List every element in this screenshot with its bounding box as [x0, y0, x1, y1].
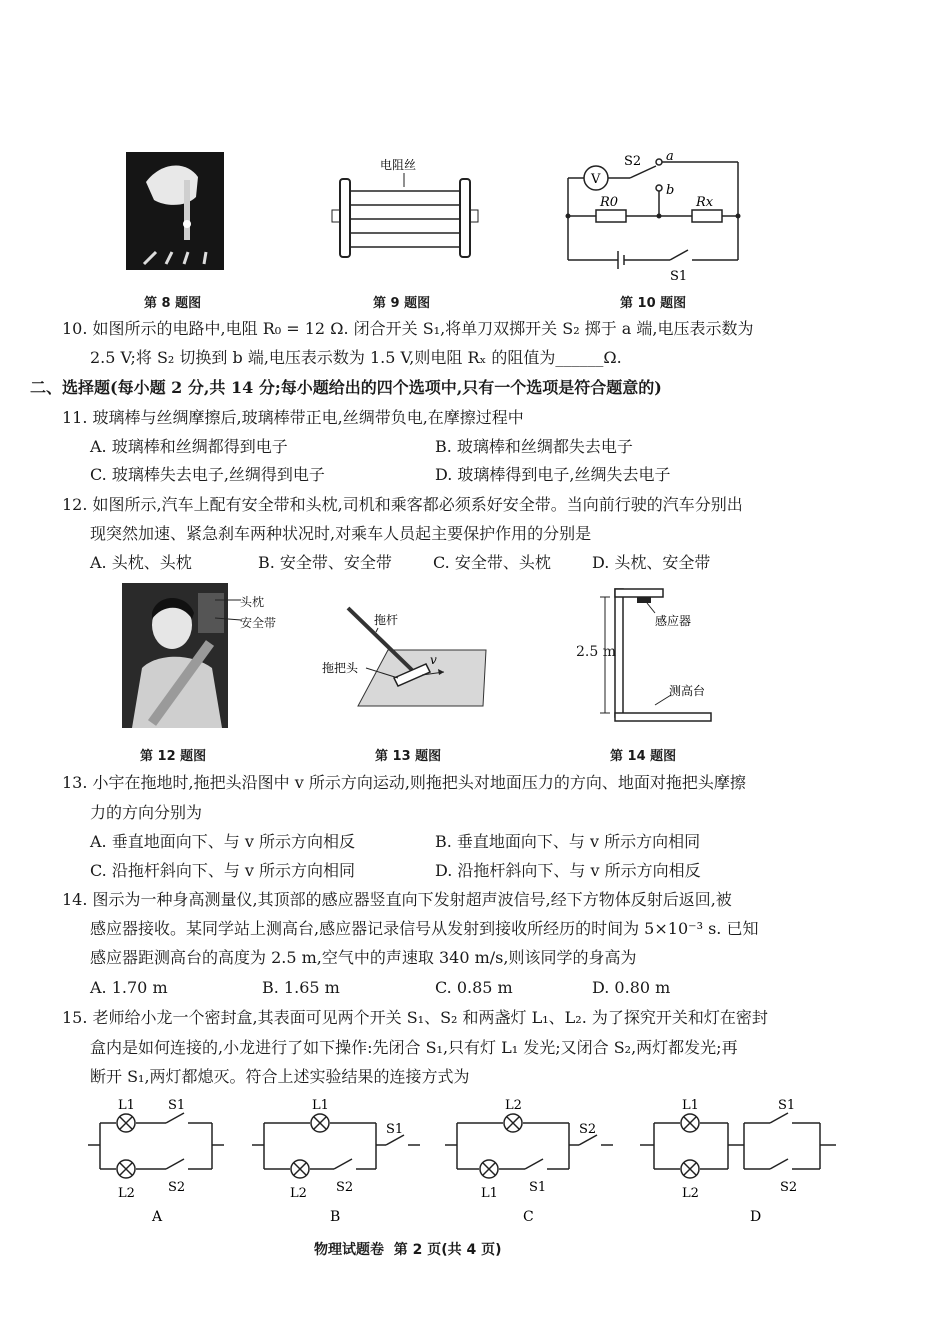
fig13-caption: 第 13 题图 — [375, 749, 442, 764]
q14-line1: 14. 图示为一种身高测量仪,其顶部的感应器竖直向下发射超声波信号,经下方物体反射后返回,被 — [62, 890, 732, 909]
svg-text:C: C — [523, 1209, 534, 1225]
circuit-a — [88, 1095, 228, 1225]
q10-line1: 10. 如图所示的电路中,电阻 R₀ = 12 Ω. 闭合开关 S₁,将单刀双掷开关 S₂ 掷于 a 端,电压表示数为 — [62, 319, 754, 338]
q12-line2: 现突然加速、紧急刹车两种状况时,对乘车人员起主要保护作用的分别是 — [90, 524, 592, 543]
q15-line1: 15. 老师给小龙一个密封盒,其表面可见两个开关 S₁、S₂ 和两盏灯 L₁、L₂. 为了探究开关和灯在密封 — [62, 1008, 768, 1027]
circuit-d — [640, 1095, 840, 1225]
fig9-resistor-wire — [330, 155, 480, 265]
fig12-photo — [122, 583, 228, 728]
fig12-label-belt: 安全带 — [240, 616, 277, 630]
q12-option-a: A. 头枕、头枕 — [90, 553, 192, 572]
q12-line1: 12. 如图所示,汽车上配有安全带和头枕,司机和乘客都必须系好安全带。当向前行驶的汽车分别出 — [62, 495, 743, 514]
fig14-label-platform: 测高台 — [669, 684, 706, 698]
svg-text:a: a — [666, 150, 674, 164]
q12-option-c: C. 安全带、头枕 — [433, 553, 551, 572]
fig10-caption: 第 10 题图 — [620, 296, 687, 311]
q10-line2: 2.5 V;将 S₂ 切换到 b 端,电压表示数为 1.5 V,则电阻 Rₓ 的阻值为______Ω. — [90, 348, 622, 367]
q11-option-a: A. 玻璃棒和丝绸都得到电子 — [90, 437, 288, 456]
q11-option-b: B. 玻璃棒和丝绸都失去电子 — [435, 437, 633, 456]
svg-text:L1: L1 — [481, 1186, 498, 1201]
svg-text:b: b — [666, 183, 675, 198]
fig13-label-head: 拖把头 — [322, 661, 359, 675]
page-footer: 物理试题卷 第 2 页(共 4 页) — [314, 1242, 502, 1258]
svg-text:S1: S1 — [168, 1098, 186, 1113]
q13-line2: 力的方向分别为 — [90, 803, 203, 822]
circuit-b — [252, 1095, 427, 1225]
q14-option-a: A. 1.70 m — [90, 978, 168, 997]
svg-text:L1: L1 — [682, 1098, 699, 1113]
svg-text:S2: S2 — [336, 1180, 354, 1195]
svg-text:L2: L2 — [290, 1186, 307, 1201]
fig12-label-headrest: 头枕 — [240, 595, 265, 609]
fig12-caption: 第 12 题图 — [140, 749, 207, 764]
svg-text:S1: S1 — [778, 1098, 796, 1113]
svg-text:v: v — [430, 653, 437, 667]
circuit-c — [445, 1095, 620, 1225]
svg-text:A: A — [152, 1209, 163, 1225]
fig10-s2-label: S2 — [624, 154, 642, 169]
svg-text:S1: S1 — [670, 269, 688, 284]
svg-text:L2: L2 — [505, 1098, 522, 1113]
q12-option-d: D. 头枕、安全带 — [592, 553, 711, 572]
q15-line3: 断开 S₁,两灯都熄灭。符合上述实验结果的连接方式为 — [90, 1067, 470, 1086]
q15-line2: 盒内是如何连接的,小龙进行了如下操作:先闭合 S₁,只有灯 L₁ 发光;又闭合 S₂,两灯都发光;再 — [90, 1038, 738, 1057]
svg-text:S1: S1 — [386, 1122, 404, 1137]
fig8-caption: 第 8 题图 — [144, 296, 202, 311]
fig10-circuit — [560, 150, 750, 285]
section-2-heading: 二、选择题(每小题 2 分,共 14 分;每小题给出的四个选项中,只有一个选项是符合题意的) — [30, 378, 662, 397]
svg-text:B: B — [330, 1209, 341, 1225]
q14-line2: 感应器接收。某同学站上测高台,感应器记录信号从发射到接收所经历的时间为 5×10⁻³ s. 已知 — [90, 919, 759, 938]
svg-text:L1: L1 — [118, 1098, 135, 1113]
q13-line1: 13. 小宇在拖地时,拖把头沿图中 v 所示方向运动,则拖把头对地面压力的方向、地面对拖把头摩擦 — [62, 773, 746, 792]
q12-option-b: B. 安全带、安全带 — [258, 553, 392, 572]
svg-text:S1: S1 — [529, 1180, 547, 1195]
fig10-voltmeter-label: V — [591, 172, 601, 187]
q13-option-d: D. 沿拖杆斜向下、与 v 所示方向相反 — [435, 861, 701, 880]
fig13-mop — [318, 600, 493, 712]
svg-text:Rx: Rx — [696, 195, 714, 210]
q13-option-c: C. 沿拖杆斜向下、与 v 所示方向相同 — [90, 861, 356, 880]
svg-text:S2: S2 — [579, 1122, 597, 1137]
q13-option-b: B. 垂直地面向下、与 v 所示方向相同 — [435, 832, 701, 851]
q11-option-c: C. 玻璃棒失去电子,丝绸得到电子 — [90, 465, 325, 484]
fig14-caption: 第 14 题图 — [610, 749, 677, 764]
q14-option-d: D. 0.80 m — [592, 978, 671, 997]
svg-text:L2: L2 — [682, 1186, 699, 1201]
fig12-leader-lines — [215, 592, 243, 622]
svg-text:S2: S2 — [168, 1180, 186, 1195]
fig13-label-rod: 拖杆 — [374, 613, 399, 627]
svg-text:L1: L1 — [312, 1098, 329, 1113]
fig9-caption: 第 9 题图 — [373, 296, 431, 311]
fig9-label: 电阻丝 — [380, 158, 417, 172]
fig8-photo — [126, 152, 224, 270]
q11-option-d: D. 玻璃棒得到电子,丝绸失去电子 — [435, 465, 671, 484]
q14-option-c: C. 0.85 m — [435, 978, 513, 997]
q14-option-b: B. 1.65 m — [262, 978, 340, 997]
fig14-label-sensor: 感应器 — [655, 614, 692, 628]
svg-text:D: D — [750, 1209, 762, 1225]
q11-stem: 11. 玻璃棒与丝绸摩擦后,玻璃棒带正电,丝绸带负电,在摩擦过程中 — [62, 408, 524, 427]
q14-line3: 感应器距测高台的高度为 2.5 m,空气中的声速取 340 m/s,则该同学的身高为 — [90, 948, 637, 967]
svg-text:S2: S2 — [780, 1180, 798, 1195]
q13-option-a: A. 垂直地面向下、与 v 所示方向相反 — [90, 832, 355, 851]
svg-text:L2: L2 — [118, 1186, 135, 1201]
fig14-label-height: 2.5 m — [576, 644, 616, 660]
svg-text:R0: R0 — [600, 195, 619, 210]
